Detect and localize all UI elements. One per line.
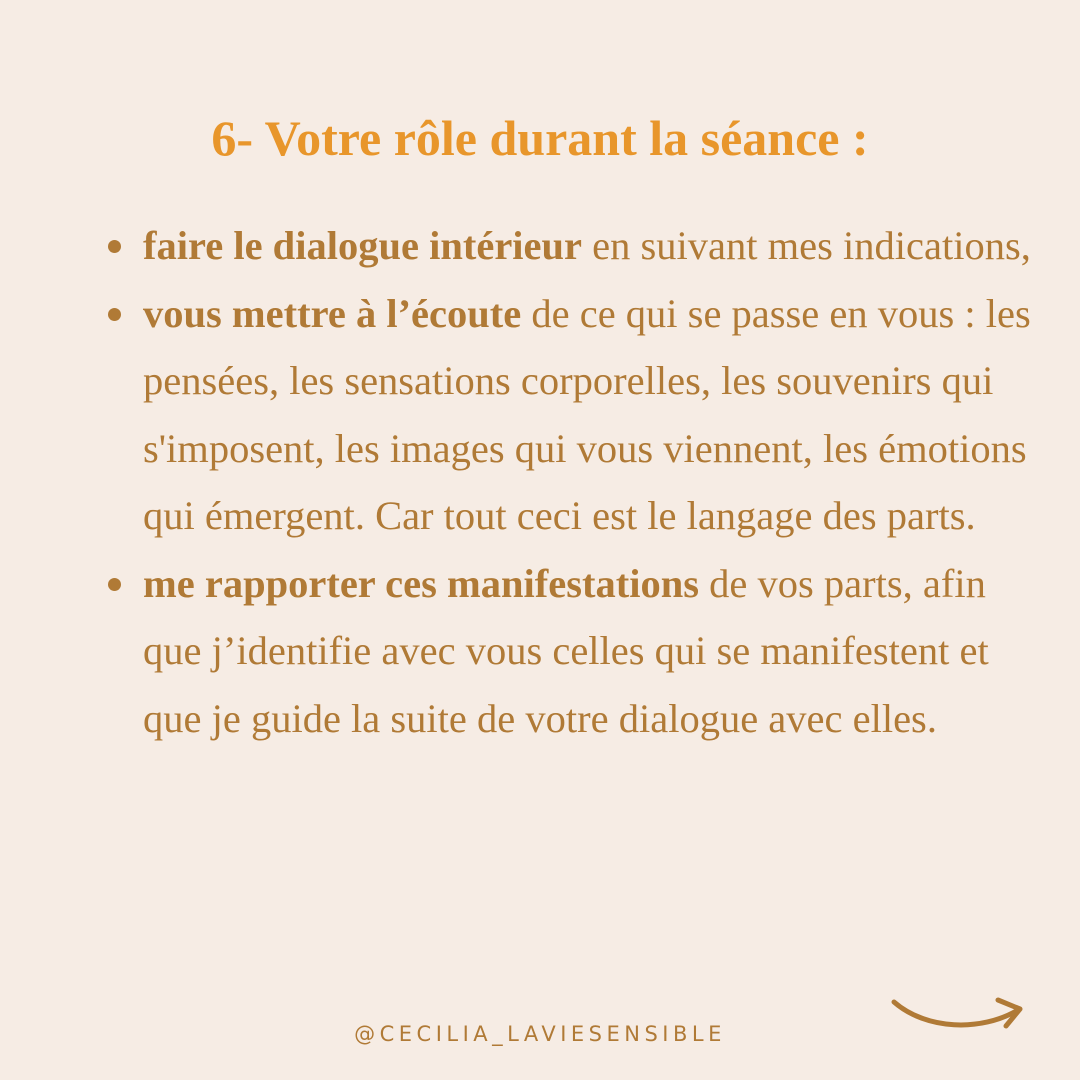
page-title: 6- Votre rôle durant la séance : — [211, 110, 869, 166]
list-item — [143, 280, 1033, 550]
list-item — [143, 212, 1033, 280]
author-handle: @CECILIA_LAVIESENSIBLE — [354, 1022, 726, 1046]
bullet-icon — [108, 308, 121, 321]
bullet-icon — [108, 578, 121, 591]
list-item-bold: vous mettre à l’écoute — [143, 290, 522, 336]
list-item-bold: me rapporter ces manifestations — [143, 560, 700, 606]
role-list — [143, 212, 1033, 752]
list-item — [143, 550, 1033, 753]
list-item-text: de ce qui se passe en vous : les pensées, les sensations corporelles, les souvenirs qui s'imposent, les images qui vous viennent, les émotions qui émergent. Car tout ceci est le langage des parts. — [143, 290, 1031, 538]
curved-arrow-right-icon[interactable] — [886, 990, 1031, 1040]
bullet-icon — [108, 240, 121, 253]
list-item-text: de vos parts, afin que j’identifie avec vous celles qui se manifestent et que je guide la suite de votre dialogue avec elles. — [143, 560, 989, 741]
list-item-text: en suivant mes indications, — [582, 223, 1031, 268]
list-item-bold: faire le dialogue intérieur — [143, 223, 583, 268]
